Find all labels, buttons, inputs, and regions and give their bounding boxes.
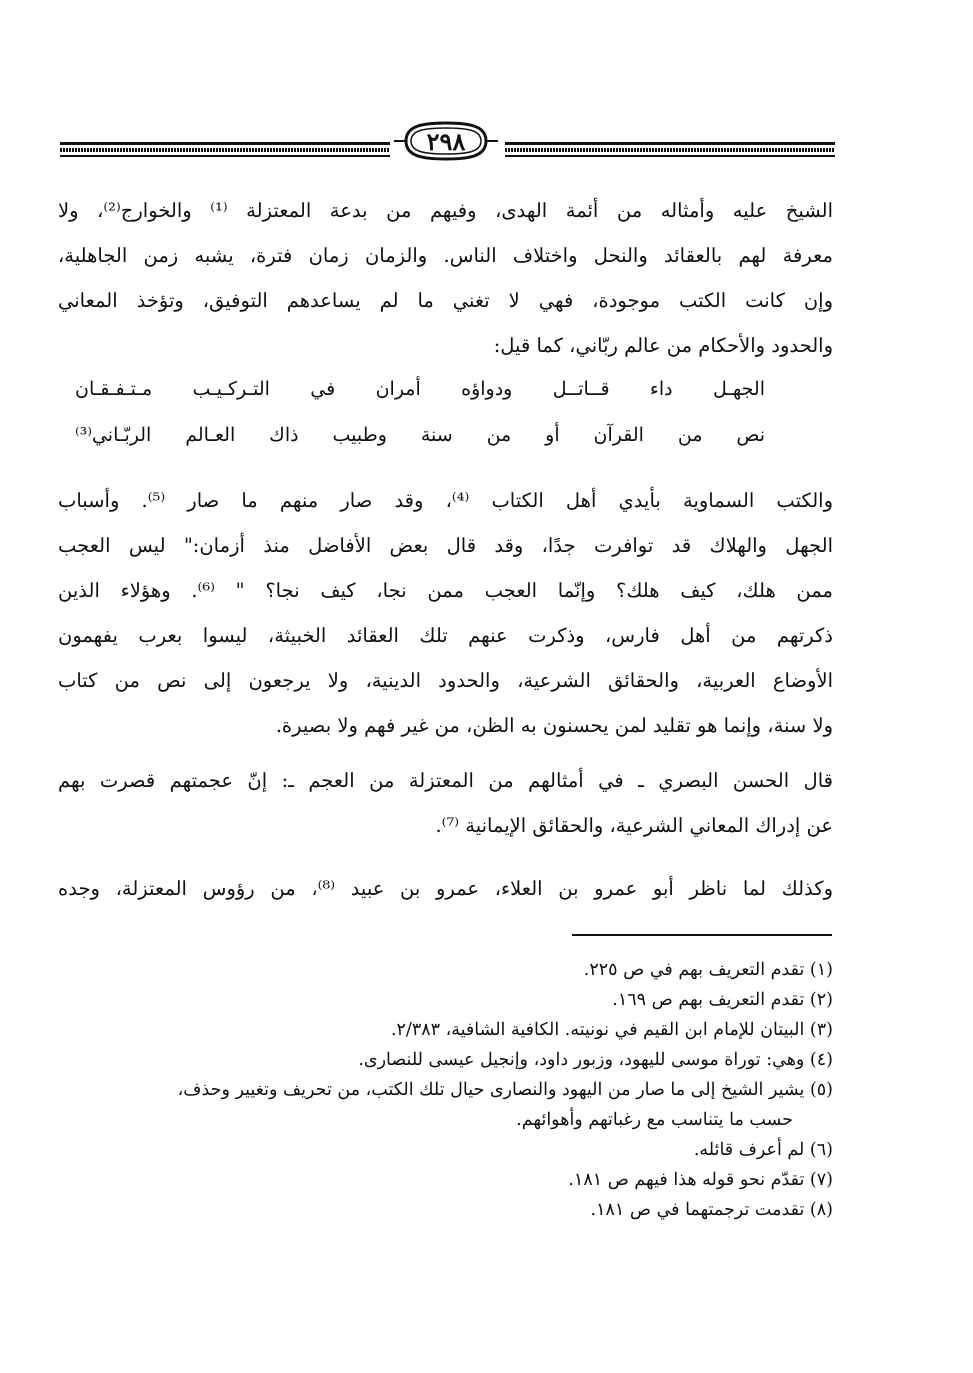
footnote: (٦) لم أعرف قائله. <box>693 1140 833 1160</box>
text-line: الأوضاع العربية، والحقائق الشرعية، والحدود الدينية، ولا يرجعون إلى نص من كتاب <box>58 669 833 692</box>
poem-verse-2: نص من القرآن أو من سنة وطبيب ذاك العـالم الربّـاني⁽³⁾ <box>75 424 765 446</box>
footnote: (٣) البيتان للإمام ابن القيم في نونيته. الكافية الشافية، ٢/٣٨٣. <box>390 1020 833 1040</box>
paragraph-1 <box>58 188 833 368</box>
text-line: عن إدراك المعاني الشرعية، والحقائق الإيمانية ⁽⁷⁾. <box>435 814 833 837</box>
footnote: (٤) وهي: توراة موسى لليهود، وزبور داود، وإنجيل عيسى للنصارى. <box>358 1050 833 1070</box>
footnotes <box>58 955 833 1225</box>
paragraph-4 <box>58 866 833 911</box>
text-line: معرفة لهم بالعقائد والنحل واختلاف الناس. والزمان زمان فترة، يشبه زمن الجاهلية، <box>58 244 833 267</box>
text-line: وإن كانت الكتب موجودة، فهي لا تغني ما لم يساعدهم التوفيق، وتؤخذ المعاني <box>58 289 833 312</box>
footnote: (٧) تقدّم نحو قوله هذا فيهم ص ١٨١. <box>568 1170 833 1190</box>
text-line: وكذلك لما ناظر أبو عمرو بن العلاء، عمرو بن عبيد ⁽⁸⁾، من رؤوس المعتزلة، وجده <box>58 877 833 900</box>
poem-verse-1: الجهـل داء قــاتــل ودواؤه أمران في التـركـيـب مـتـفـقـان <box>75 378 765 400</box>
page-number: ٢٩٨ <box>426 127 466 156</box>
footnote-separator <box>572 934 832 936</box>
text-line: والحدود والأحكام من عالم ربّاني، كما قيل: <box>493 334 833 357</box>
text-line: قال الحسن البصري ـ في أمثالهم من المعتزلة من العجم ـ: إنّ عجمتهم قصرت بهم <box>58 769 833 792</box>
footnote: (٥) يشير الشيخ إلى ما صار من اليهود والنصارى حيال تلك الكتب، من تحريف وتغيير وحذف، <box>177 1080 833 1100</box>
text-line: والكتب السماوية بأيدي أهل الكتاب ⁽⁴⁾، وقد صار منهم ما صار ⁽⁵⁾. وأسباب <box>58 489 834 512</box>
text-line: الشيخ عليه وأمثاله من أئمة الهدى، وفيهم من بدعة المعتزلة ⁽¹⁾ والخوارج⁽²⁾، ولا <box>58 199 833 222</box>
page-number-frame <box>392 120 500 162</box>
text-line: ذكرتهم من أهل فارس، وذكرت عنهم تلك العقائد الخبيثة، ليسوا بعرب يفهمون <box>58 624 833 647</box>
footnote: (١) تقدم التعريف بهم في ص ٢٢٥. <box>583 960 833 980</box>
footnote: (٢) تقدم التعريف بهم ص ١٦٩. <box>612 990 833 1010</box>
paragraph-2 <box>58 478 833 748</box>
page-header <box>55 118 835 168</box>
header-rule-left <box>60 142 390 156</box>
footnote: (٨) تقدمت ترجمتهما في ص ١٨١. <box>590 1200 833 1220</box>
text-line: ولا سنة، وإنما هو تقليد لمن يحسنون به الظن، من غير فهم ولا بصيرة. <box>275 714 833 737</box>
paragraph-3 <box>58 758 833 848</box>
text-line: ممن هلك، كيف هلك؟ وإنّما العجب ممن نجا، كيف نجا؟ " ⁽⁶⁾. وهؤلاء الذين <box>58 579 833 602</box>
header-rule-right <box>505 142 835 156</box>
text-line: الجهل والهلاك قد توافرت جدًا، وقد قال بعض الأفاضل منذ أزمان:" ليس العجب <box>58 534 833 557</box>
footnote-continuation: حسب ما يتناسب مع رغباتهم وأهوائهم. <box>516 1110 793 1130</box>
